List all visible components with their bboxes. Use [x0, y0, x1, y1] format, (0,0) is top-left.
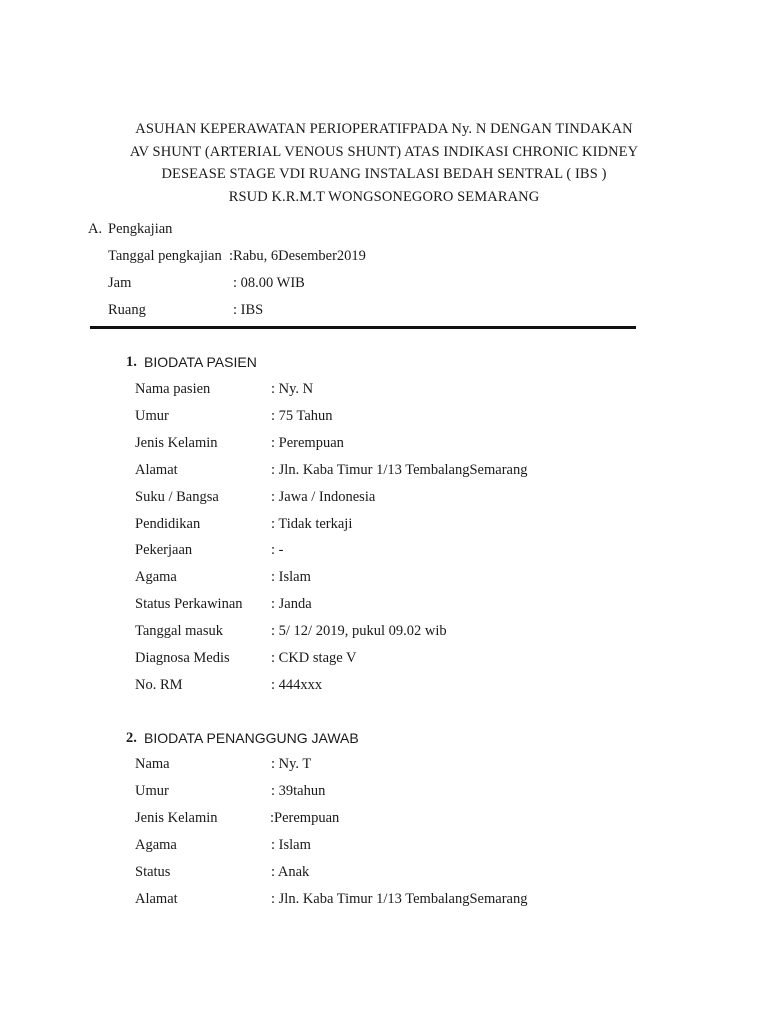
field-value: : Ny. T	[271, 756, 312, 772]
horizontal-divider	[90, 326, 636, 329]
field-label: Tanggal masuk	[135, 623, 223, 639]
field-value: : Jln. Kaba Timur 1/13 TembalangSemarang	[271, 462, 528, 478]
field-label: Diagnosa Medis	[135, 650, 230, 666]
section-heading: BIODATA PENANGGUNG JAWAB	[144, 730, 359, 746]
field-label: Jam	[108, 275, 132, 291]
document-title	[0, 118, 768, 208]
field-label: Agama	[135, 569, 177, 585]
field-value: :Perempuan	[270, 810, 340, 826]
section-heading: BIODATA PASIEN	[144, 354, 257, 370]
field-label: Nama	[135, 756, 170, 772]
field-label: Umur	[135, 408, 169, 424]
field-label: No. RM	[135, 677, 183, 693]
field-label: Pendidikan	[135, 516, 201, 532]
section-a-heading: Pengkajian	[108, 221, 173, 237]
field-value: : Anak	[271, 864, 310, 880]
title-line-4: RSUD K.R.M.T WONGSONEGORO SEMARANG	[228, 188, 540, 205]
section-number: 2.	[126, 730, 137, 746]
field-label: Ruang	[108, 302, 146, 318]
field-value: : IBS	[233, 302, 264, 318]
field-label: Alamat	[135, 462, 178, 478]
field-value: : Ny. N	[271, 381, 314, 397]
field-value: : Islam	[271, 837, 311, 853]
field-label: Pekerjaan	[135, 542, 193, 558]
field-value: : Islam	[271, 569, 311, 585]
field-value: : Jawa / Indonesia	[271, 489, 376, 505]
field-label: Jenis Kelamin	[135, 435, 218, 451]
field-value: :Rabu, 6Desember2019	[229, 248, 366, 264]
section-a-marker: A.	[88, 221, 103, 237]
field-value: : Jln. Kaba Timur 1/13 TembalangSemarang	[271, 891, 528, 907]
field-value: : 444xxx	[271, 677, 323, 693]
title-line-3: DESEASE STAGE VDI RUANG INSTALASI BEDAH SENTRAL ( IBS )	[161, 166, 607, 182]
field-value: : Perempuan	[271, 435, 344, 451]
field-label: Suku / Bangsa	[135, 489, 219, 505]
field-value: : 08.00 WIB	[233, 275, 305, 291]
field-value: : 5/ 12/ 2019, pukul 09.02 wib	[271, 623, 447, 639]
field-label: Jenis Kelamin	[135, 810, 218, 826]
field-label: Umur	[135, 783, 169, 799]
field-value: : Janda	[271, 596, 312, 612]
field-label: Status Perkawinan	[135, 596, 243, 612]
field-value: : -	[271, 542, 284, 558]
field-label: Agama	[135, 837, 177, 853]
field-label: Status	[135, 864, 171, 880]
section-number: 1.	[126, 354, 137, 370]
field-label: Tanggal pengkajian	[108, 248, 222, 264]
title-line-2: AV SHUNT (ARTERIAL VENOUS SHUNT) ATAS INDIKASI CHRONIC KIDNEY	[129, 143, 639, 160]
field-value: : Tidak terkaji	[271, 516, 353, 532]
field-label: Nama pasien	[135, 381, 211, 397]
field-value: : CKD stage V	[271, 650, 357, 666]
title-line-1: ASUHAN KEPERAWATAN PERIOPERATIFPADA Ny. N DENGAN TINDAKAN	[135, 121, 633, 137]
field-label: Alamat	[135, 891, 178, 907]
field-value: : 39tahun	[271, 783, 326, 799]
field-value: : 75 Tahun	[271, 408, 333, 424]
